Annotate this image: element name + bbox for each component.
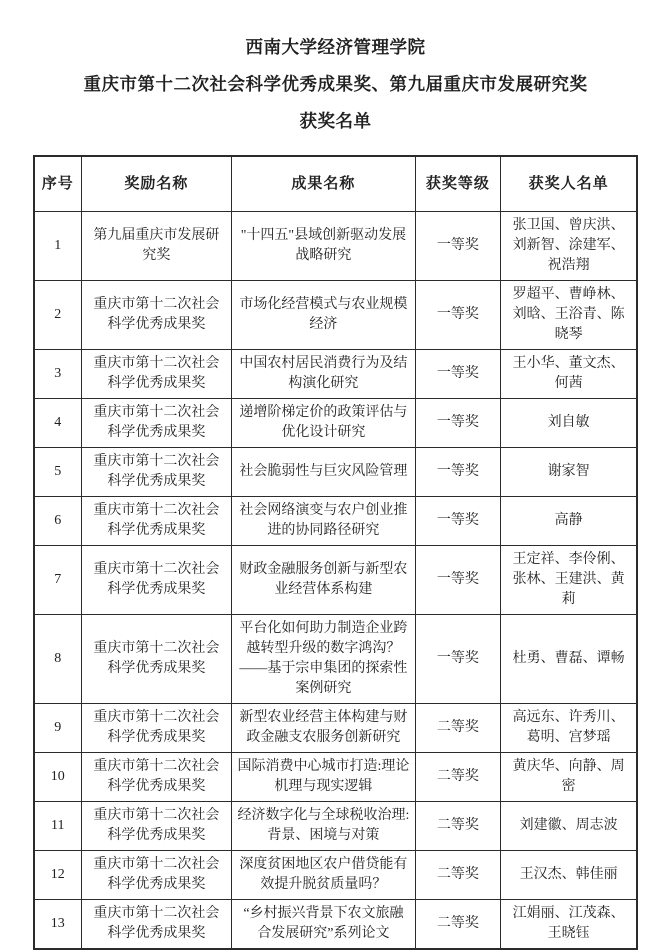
cell-winners: 刘自敏 [501,399,637,448]
cell-award-name: 重庆市第十二次社会科学优秀成果奖 [81,546,232,615]
title-award-names: 重庆市第十二次社会科学优秀成果奖、第九届重庆市发展研究奖 [83,74,588,94]
cell-achievement-name: 财政金融服务创新与新型农业经营体系构建 [232,546,415,615]
column-header-award-level: 获奖等级 [415,156,501,212]
cell-award-name: 重庆市第十二次社会科学优秀成果奖 [81,802,232,851]
table-row [34,753,637,802]
document-header [0,0,671,140]
cell-winners: 高静 [501,497,637,546]
cell-award-name: 重庆市第十二次社会科学优秀成果奖 [81,497,232,546]
cell-winners: 黄庆华、向静、周密 [501,753,637,802]
table-body [34,212,637,950]
awards-table [33,155,638,950]
cell-award-name: 重庆市第十二次社会科学优秀成果奖 [81,851,232,900]
title-list-label: 获奖名单 [299,111,372,131]
cell-award-name: 重庆市第十二次社会科学优秀成果奖 [81,448,232,497]
column-header-achievement-name: 成果名称 [232,156,415,212]
cell-achievement-name: 市场化经营模式与农业规模经济 [232,281,415,350]
table-row [34,704,637,753]
cell-award-name: 第九届重庆市发展研究奖 [81,212,232,281]
cell-achievement-name: 递增阶梯定价的政策评估与优化设计研究 [232,399,415,448]
cell-row-number: 13 [34,900,81,950]
cell-row-number: 4 [34,399,81,448]
cell-award-level: 一等奖 [415,497,501,546]
cell-winners: 谢家智 [501,448,637,497]
cell-achievement-name: "十四五"县域创新驱动发展战略研究 [232,212,415,281]
cell-achievement-name: 国际消费中心城市打造:理论机理与现实逻辑 [232,753,415,802]
table-row [34,399,637,448]
cell-award-name: 重庆市第十二次社会科学优秀成果奖 [81,281,232,350]
cell-row-number: 5 [34,448,81,497]
table-row [34,281,637,350]
table-row [34,497,637,546]
cell-award-level: 二等奖 [415,851,501,900]
cell-achievement-name: 社会脆弱性与巨灾风险管理 [232,448,415,497]
cell-award-name: 重庆市第十二次社会科学优秀成果奖 [81,900,232,950]
table-row [34,900,637,950]
cell-row-number: 3 [34,350,81,399]
cell-achievement-name: 社会网络演变与农户创业推进的协同路径研究 [232,497,415,546]
cell-row-number: 7 [34,546,81,615]
cell-achievement-name: 经济数字化与全球税收治理:背景、困境与对策 [232,802,415,851]
cell-award-level: 一等奖 [415,281,501,350]
cell-row-number: 8 [34,615,81,704]
cell-award-level: 二等奖 [415,704,501,753]
cell-award-level: 一等奖 [415,350,501,399]
cell-award-level: 一等奖 [415,212,501,281]
cell-award-level: 二等奖 [415,802,501,851]
cell-row-number: 12 [34,851,81,900]
table-row [34,448,637,497]
cell-achievement-name: 深度贫困地区农户借贷能有效提升脱贫质量吗？ [232,851,415,900]
cell-achievement-name: 中国农村居民消费行为及结构演化研究 [232,350,415,399]
cell-winners: 王汉杰、韩佳丽 [501,851,637,900]
cell-award-name: 重庆市第十二次社会科学优秀成果奖 [81,753,232,802]
column-header-winners: 获奖人名单 [501,156,637,212]
column-header-no: 序号 [34,156,81,212]
cell-award-level: 一等奖 [415,448,501,497]
cell-achievement-name: 平台化如何助力制造企业跨越转型升级的数字鸿沟？——基于宗申集团的探索性案例研究 [232,615,415,704]
table-row [34,615,637,704]
cell-winners: 江娟丽、江茂森、王晓钰 [501,900,637,950]
table-row [34,350,637,399]
table-row [34,851,637,900]
cell-award-level: 一等奖 [415,546,501,615]
cell-award-level: 一等奖 [415,615,501,704]
cell-winners: 王定祥、李伶俐、张林、王建洪、黄莉 [501,546,637,615]
table-row [34,212,637,281]
cell-award-level: 二等奖 [415,900,501,950]
cell-award-name: 重庆市第十二次社会科学优秀成果奖 [81,704,232,753]
table-row [34,802,637,851]
cell-row-number: 9 [34,704,81,753]
cell-award-name: 重庆市第十二次社会科学优秀成果奖 [81,350,232,399]
cell-row-number: 2 [34,281,81,350]
cell-award-name: 重庆市第十二次社会科学优秀成果奖 [81,399,232,448]
cell-winners: 王小华、董文杰、何茜 [501,350,637,399]
cell-achievement-name: 新型农业经营主体构建与财政金融支农服务创新研究 [232,704,415,753]
cell-winners: 罗超平、曹峥林、刘晗、王浴青、陈晓琴 [501,281,637,350]
cell-row-number: 10 [34,753,81,802]
cell-winners: 刘建徽、周志波 [501,802,637,851]
cell-row-number: 6 [34,497,81,546]
cell-row-number: 11 [34,802,81,851]
cell-row-number: 1 [34,212,81,281]
table-row [34,546,637,615]
cell-achievement-name: “乡村振兴背景下农文旅融合发展研究”系列论文 [232,900,415,950]
cell-award-name: 重庆市第十二次社会科学优秀成果奖 [81,615,232,704]
cell-winners: 杜勇、曹磊、谭畅 [501,615,637,704]
table-header-row [34,156,637,212]
cell-winners: 张卫国、曾庆洪、刘新智、涂建军、祝浩翔 [501,212,637,281]
cell-winners: 高远东、许秀川、葛明、宫梦瑶 [501,704,637,753]
column-header-award-name: 奖励名称 [81,156,232,212]
cell-award-level: 二等奖 [415,753,501,802]
title-institution: 西南大学经济管理学院 [245,37,426,57]
cell-award-level: 一等奖 [415,399,501,448]
